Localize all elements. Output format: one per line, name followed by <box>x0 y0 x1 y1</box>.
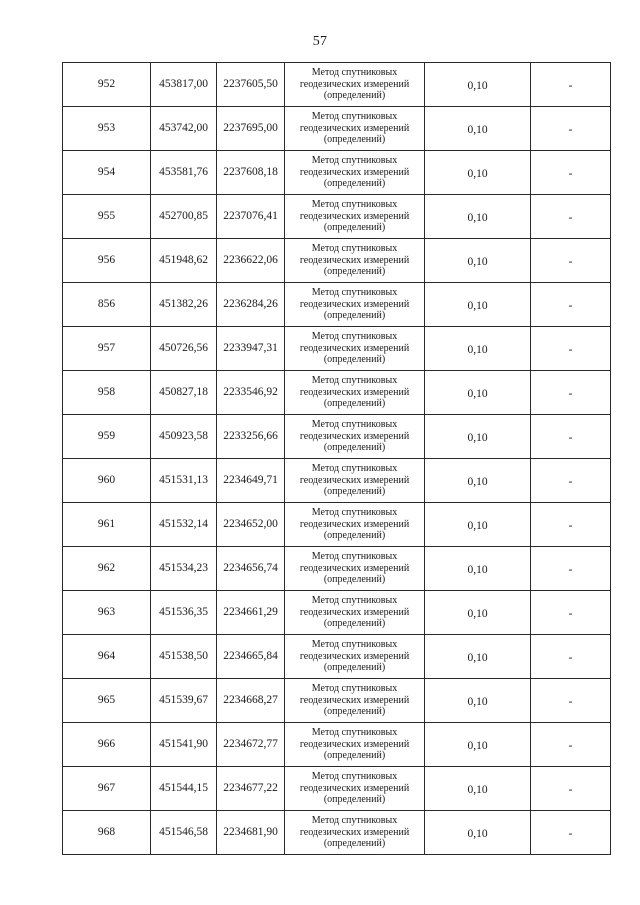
note-cell: - <box>531 547 611 591</box>
accuracy-cell: 0,10 <box>425 767 531 811</box>
point-number-cell: 954 <box>63 151 151 195</box>
y-coordinate-cell: 2237608,18 <box>217 151 285 195</box>
point-number-cell: 955 <box>63 195 151 239</box>
y-coordinate-cell: 2234681,90 <box>217 811 285 855</box>
y-coordinate-cell: 2233256,66 <box>217 415 285 459</box>
method-line: Метод спутниковых <box>311 155 398 167</box>
method-cell <box>285 679 425 723</box>
x-coordinate-cell: 451546,58 <box>151 811 217 855</box>
accuracy-cell: 0,10 <box>425 415 531 459</box>
note-cell: - <box>531 591 611 635</box>
accuracy-cell: 0,10 <box>425 63 531 107</box>
method-line: Метод спутниковых <box>311 375 398 387</box>
point-number-cell: 963 <box>63 591 151 635</box>
table-row <box>63 107 611 151</box>
accuracy-cell: 0,10 <box>425 459 531 503</box>
x-coordinate-cell: 451536,35 <box>151 591 217 635</box>
method-cell <box>285 503 425 547</box>
table-row <box>63 635 611 679</box>
method-cell <box>285 63 425 107</box>
method-line: геодезических измерений <box>299 254 410 266</box>
method-line: геодезических измерений <box>299 166 410 178</box>
x-coordinate-cell: 450726,56 <box>151 327 217 371</box>
accuracy-cell: 0,10 <box>425 635 531 679</box>
table-row <box>63 767 611 811</box>
method-line: Метод спутниковых <box>311 815 398 827</box>
point-number-cell: 965 <box>63 679 151 723</box>
method-cell <box>285 371 425 415</box>
method-cell <box>285 195 425 239</box>
x-coordinate-cell: 452700,85 <box>151 195 217 239</box>
method-line: Метод спутниковых <box>311 111 398 123</box>
y-coordinate-cell: 2233947,31 <box>217 327 285 371</box>
method-line: (определений) <box>323 134 386 146</box>
point-number-cell: 956 <box>63 239 151 283</box>
y-coordinate-cell: 2234665,84 <box>217 635 285 679</box>
y-coordinate-cell: 2234652,00 <box>217 503 285 547</box>
method-cell <box>285 635 425 679</box>
accuracy-cell: 0,10 <box>425 591 531 635</box>
point-number-cell: 964 <box>63 635 151 679</box>
method-line: геодезических измерений <box>299 694 410 706</box>
point-number-cell: 961 <box>63 503 151 547</box>
method-cell <box>285 239 425 283</box>
method-line: (определений) <box>323 310 386 322</box>
y-coordinate-cell: 2233546,92 <box>217 371 285 415</box>
note-cell: - <box>531 679 611 723</box>
method-line: (определений) <box>323 266 386 278</box>
method-line: геодезических измерений <box>299 386 410 398</box>
method-line: геодезических измерений <box>299 298 410 310</box>
y-coordinate-cell: 2234649,71 <box>217 459 285 503</box>
point-number-cell: 953 <box>63 107 151 151</box>
method-line: (определений) <box>323 530 386 542</box>
method-cell <box>285 591 425 635</box>
method-cell <box>285 767 425 811</box>
method-cell <box>285 107 425 151</box>
method-line: (определений) <box>323 750 386 762</box>
accuracy-cell: 0,10 <box>425 107 531 151</box>
method-line: геодезических измерений <box>299 78 410 90</box>
table-row <box>63 151 611 195</box>
note-cell: - <box>531 371 611 415</box>
accuracy-cell: 0,10 <box>425 723 531 767</box>
method-line: Метод спутниковых <box>311 287 398 299</box>
method-line: геодезических измерений <box>299 474 410 486</box>
method-line: (определений) <box>323 90 386 102</box>
method-line: геодезических измерений <box>299 210 410 222</box>
x-coordinate-cell: 451532,14 <box>151 503 217 547</box>
method-line: геодезических измерений <box>299 650 410 662</box>
method-line: (определений) <box>323 442 386 454</box>
method-line: Метод спутниковых <box>311 727 398 739</box>
accuracy-cell: 0,10 <box>425 239 531 283</box>
note-cell: - <box>531 415 611 459</box>
table-row <box>63 63 611 107</box>
coordinates-table <box>62 62 611 855</box>
method-line: Метод спутниковых <box>311 507 398 519</box>
table-row <box>63 195 611 239</box>
method-line: Метод спутниковых <box>311 199 398 211</box>
method-cell <box>285 811 425 855</box>
method-line: геодезических измерений <box>299 518 410 530</box>
table-row <box>63 811 611 855</box>
table-row <box>63 679 611 723</box>
y-coordinate-cell: 2237605,50 <box>217 63 285 107</box>
method-line: (определений) <box>323 794 386 806</box>
y-coordinate-cell: 2236284,26 <box>217 283 285 327</box>
note-cell: - <box>531 723 611 767</box>
method-line: (определений) <box>323 486 386 498</box>
note-cell: - <box>531 811 611 855</box>
method-cell <box>285 151 425 195</box>
method-line: (определений) <box>323 354 386 366</box>
point-number-cell: 952 <box>63 63 151 107</box>
method-cell <box>285 459 425 503</box>
table-row <box>63 459 611 503</box>
method-line: Метод спутниковых <box>311 331 398 343</box>
accuracy-cell: 0,10 <box>425 547 531 591</box>
x-coordinate-cell: 450827,18 <box>151 371 217 415</box>
method-line: (определений) <box>323 222 386 234</box>
method-line: (определений) <box>323 618 386 630</box>
method-line: Метод спутниковых <box>311 419 398 431</box>
x-coordinate-cell: 451538,50 <box>151 635 217 679</box>
method-line: геодезических измерений <box>299 342 410 354</box>
table-row <box>63 371 611 415</box>
x-coordinate-cell: 451541,90 <box>151 723 217 767</box>
method-line: (определений) <box>323 706 386 718</box>
method-line: Метод спутниковых <box>311 243 398 255</box>
method-line: геодезических измерений <box>299 430 410 442</box>
point-number-cell: 962 <box>63 547 151 591</box>
y-coordinate-cell: 2234661,29 <box>217 591 285 635</box>
x-coordinate-cell: 451531,13 <box>151 459 217 503</box>
table-row <box>63 503 611 547</box>
method-line: геодезических измерений <box>299 782 410 794</box>
method-line: геодезических измерений <box>299 562 410 574</box>
point-number-cell: 960 <box>63 459 151 503</box>
page-number: 57 <box>312 34 328 49</box>
method-cell <box>285 547 425 591</box>
x-coordinate-cell: 451539,67 <box>151 679 217 723</box>
table-row <box>63 723 611 767</box>
table-row <box>63 327 611 371</box>
method-line: (определений) <box>323 838 386 850</box>
y-coordinate-cell: 2237695,00 <box>217 107 285 151</box>
accuracy-cell: 0,10 <box>425 283 531 327</box>
accuracy-cell: 0,10 <box>425 151 531 195</box>
method-line: (определений) <box>323 178 386 190</box>
accuracy-cell: 0,10 <box>425 327 531 371</box>
table-row <box>63 591 611 635</box>
y-coordinate-cell: 2236622,06 <box>217 239 285 283</box>
x-coordinate-cell: 451948,62 <box>151 239 217 283</box>
table-row <box>63 283 611 327</box>
y-coordinate-cell: 2234656,74 <box>217 547 285 591</box>
method-line: Метод спутниковых <box>311 551 398 563</box>
note-cell: - <box>531 151 611 195</box>
x-coordinate-cell: 451382,26 <box>151 283 217 327</box>
note-cell: - <box>531 107 611 151</box>
table-row <box>63 547 611 591</box>
point-number-cell: 967 <box>63 767 151 811</box>
method-cell <box>285 327 425 371</box>
method-line: (определений) <box>323 574 386 586</box>
note-cell: - <box>531 63 611 107</box>
y-coordinate-cell: 2234668,27 <box>217 679 285 723</box>
method-line: (определений) <box>323 662 386 674</box>
method-line: Метод спутниковых <box>311 67 398 79</box>
note-cell: - <box>531 195 611 239</box>
method-line: Метод спутниковых <box>311 639 398 651</box>
table-row <box>63 415 611 459</box>
note-cell: - <box>531 635 611 679</box>
method-cell <box>285 283 425 327</box>
accuracy-cell: 0,10 <box>425 811 531 855</box>
method-line: геодезических измерений <box>299 826 410 838</box>
point-number-cell: 968 <box>63 811 151 855</box>
point-number-cell: 957 <box>63 327 151 371</box>
y-coordinate-cell: 2234677,22 <box>217 767 285 811</box>
accuracy-cell: 0,10 <box>425 503 531 547</box>
point-number-cell: 966 <box>63 723 151 767</box>
y-coordinate-cell: 2237076,41 <box>217 195 285 239</box>
coordinates-table-body <box>63 63 611 855</box>
table-row <box>63 239 611 283</box>
accuracy-cell: 0,10 <box>425 679 531 723</box>
note-cell: - <box>531 239 611 283</box>
method-line: Метод спутниковых <box>311 463 398 475</box>
method-line: геодезических измерений <box>299 122 410 134</box>
note-cell: - <box>531 767 611 811</box>
accuracy-cell: 0,10 <box>425 195 531 239</box>
point-number-cell: 958 <box>63 371 151 415</box>
note-cell: - <box>531 327 611 371</box>
x-coordinate-cell: 453817,00 <box>151 63 217 107</box>
point-number-cell: 959 <box>63 415 151 459</box>
method-line: Метод спутниковых <box>311 595 398 607</box>
x-coordinate-cell: 453581,76 <box>151 151 217 195</box>
accuracy-cell: 0,10 <box>425 371 531 415</box>
y-coordinate-cell: 2234672,77 <box>217 723 285 767</box>
point-number-cell: 856 <box>63 283 151 327</box>
x-coordinate-cell: 453742,00 <box>151 107 217 151</box>
note-cell: - <box>531 503 611 547</box>
method-line: геодезических измерений <box>299 606 410 618</box>
x-coordinate-cell: 450923,58 <box>151 415 217 459</box>
x-coordinate-cell: 451534,23 <box>151 547 217 591</box>
method-line: (определений) <box>323 398 386 410</box>
method-line: геодезических измерений <box>299 738 410 750</box>
x-coordinate-cell: 451544,15 <box>151 767 217 811</box>
method-cell <box>285 723 425 767</box>
method-cell <box>285 415 425 459</box>
note-cell: - <box>531 459 611 503</box>
method-line: Метод спутниковых <box>311 771 398 783</box>
method-line: Метод спутниковых <box>311 683 398 695</box>
coordinates-table-container <box>62 62 610 855</box>
note-cell: - <box>531 283 611 327</box>
